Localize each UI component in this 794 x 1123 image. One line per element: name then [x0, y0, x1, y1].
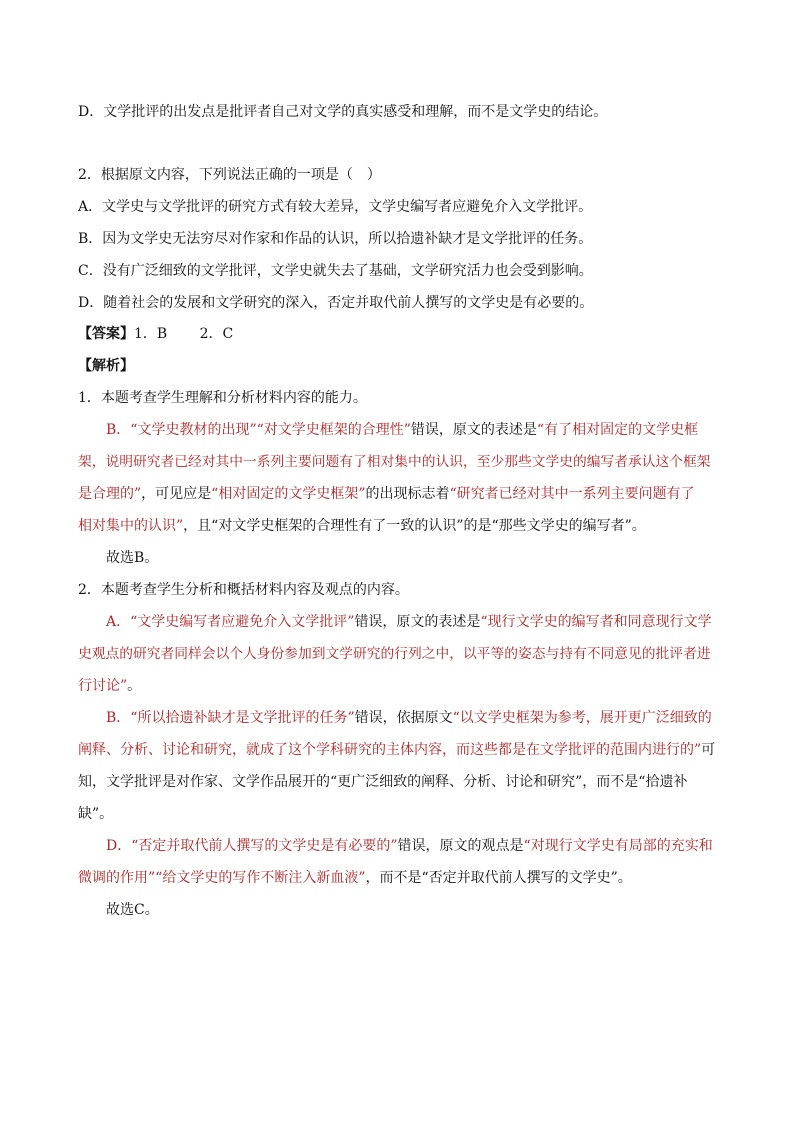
quoted-option: B．“文学史教材的出现”“对文学史框架的合理性”	[106, 422, 411, 438]
quoted-source: “以文学史框架为参考，展开更广泛细致的	[452, 710, 712, 726]
analysis-item2-b-line2	[78, 740, 718, 760]
quoted-source: “有了相对固定的文学史框	[536, 422, 699, 438]
analysis-item1-b-line3	[78, 484, 718, 504]
analysis-item2-a-line3	[78, 676, 718, 696]
quoted-source: 是合理的”	[78, 486, 142, 502]
analysis-item2-b-line3: 知，文学批评是对作家、文学作品展开的“更广泛细致的阐释、分析、讨论和研究”，而不是“拾遗补	[78, 774, 688, 790]
explanation-text: ，而不是“否定并取代前人撰写的文学史”。	[365, 870, 632, 886]
q2-option-d: D．随着社会的发展和文学研究的深入，否定并取代前人撰写的文学史是有必要的。	[78, 295, 594, 311]
explanation-text: 。	[127, 678, 142, 694]
quoted-source: 阐释、分析、讨论和研究，就成了这个学科研究的主体内容，而这些都是在文学批评的范围内进行的”	[78, 742, 702, 758]
quoted-source: 微调的作用”“给文学史的写作不断注入新血液”	[78, 870, 366, 886]
analysis-item2-conclusion: 故选C。	[106, 902, 159, 918]
analysis-label: 【解析】	[78, 358, 134, 374]
quoted-source: “研究者已经对其中一系列主要问题有了	[449, 486, 695, 502]
q2-option-c: C．没有广泛细致的文学批评，文学史就失去了基础，文学研究活力也会受到影响。	[78, 263, 593, 279]
analysis-item1-b-line4	[78, 516, 718, 536]
analysis-item2-intro: 2．本题考查学生分析和概括材料内容及观点的内容。	[78, 582, 409, 598]
quoted-option: D．“否定并取代前人撰写的文学史是有必要的”	[106, 838, 398, 854]
quoted-source: “相对固定的文学史框架”	[211, 486, 366, 502]
analysis-item1-conclusion: 故选B。	[106, 550, 159, 566]
answer-label: 【答案】	[78, 326, 134, 342]
explanation-text: 错误，依据原文	[354, 710, 453, 726]
analysis-item1-b-line1	[106, 420, 718, 440]
q2-option-b: B．因为文学史无法穷尽对作家和作品的认识，所以拾遗补缺才是文学批评的任务。	[78, 231, 593, 247]
explanation-text: ，且“对文学史框架的合理性有了一致的认识”的是“那些文学史的编写者”。	[183, 518, 646, 534]
analysis-item1-b-line2	[78, 452, 718, 472]
analysis-item2-a-line2	[78, 644, 718, 664]
analysis-item2-a-line1	[106, 612, 718, 632]
quoted-source: 架，说明研究者已经对其中一系列主要问题有了相对集中的认识，至少那些文学史的编写者承认这个框架	[78, 454, 711, 470]
q2-option-a: A．文学史与文学批评的研究方式有较大差异，文学史编写者应避免介入文学批评。	[78, 199, 593, 215]
quoted-source: “对现行文学史有局部的充实和	[523, 838, 713, 854]
q2-stem: 2．根据原文内容，下列说法正确的一项是（ ）	[78, 167, 381, 183]
quoted-source: 行讨论”	[78, 678, 128, 694]
explanation-text: 可	[701, 742, 716, 758]
explanation-text: 错误，原文的表述是	[410, 422, 537, 438]
quoted-source: 相对集中的认识”	[78, 518, 184, 534]
analysis-item2-d-line2	[78, 868, 718, 888]
quoted-source: 史观点的研究者同样会以个人身份参加到文学研究的行列之中，以平等的姿态与持有不同意见的批评者进	[78, 646, 711, 662]
quoted-option: B．“所以拾遗补缺才是文学批评的任务”	[106, 710, 355, 726]
answer-line	[78, 324, 718, 344]
explanation-text: 的出现标志着	[365, 486, 450, 502]
analysis-item2-b-line1	[106, 708, 718, 728]
analysis-item2-d-line1	[106, 836, 718, 856]
quoted-option: A．“文学史编写者应避免介入文学批评”	[106, 614, 355, 630]
explanation-text: 错误，原文的观点是	[397, 838, 524, 854]
explanation-text: 错误，原文的表述是	[354, 614, 481, 630]
quoted-source: “现行文学史的编写者和同意现行文学	[480, 614, 712, 630]
explanation-text: ，可见应是	[141, 486, 212, 502]
q1-option-d: D．文学批评的出发点是批评者自己对文学的真实感受和理解，而不是文学史的结论。	[78, 104, 608, 120]
answer-content: 1．B 2．C	[134, 326, 234, 342]
analysis-item1-intro: 1．本题考查学生理解和分析材料内容的能力。	[78, 390, 367, 406]
analysis-item2-b-line4: 缺”。	[78, 806, 114, 822]
